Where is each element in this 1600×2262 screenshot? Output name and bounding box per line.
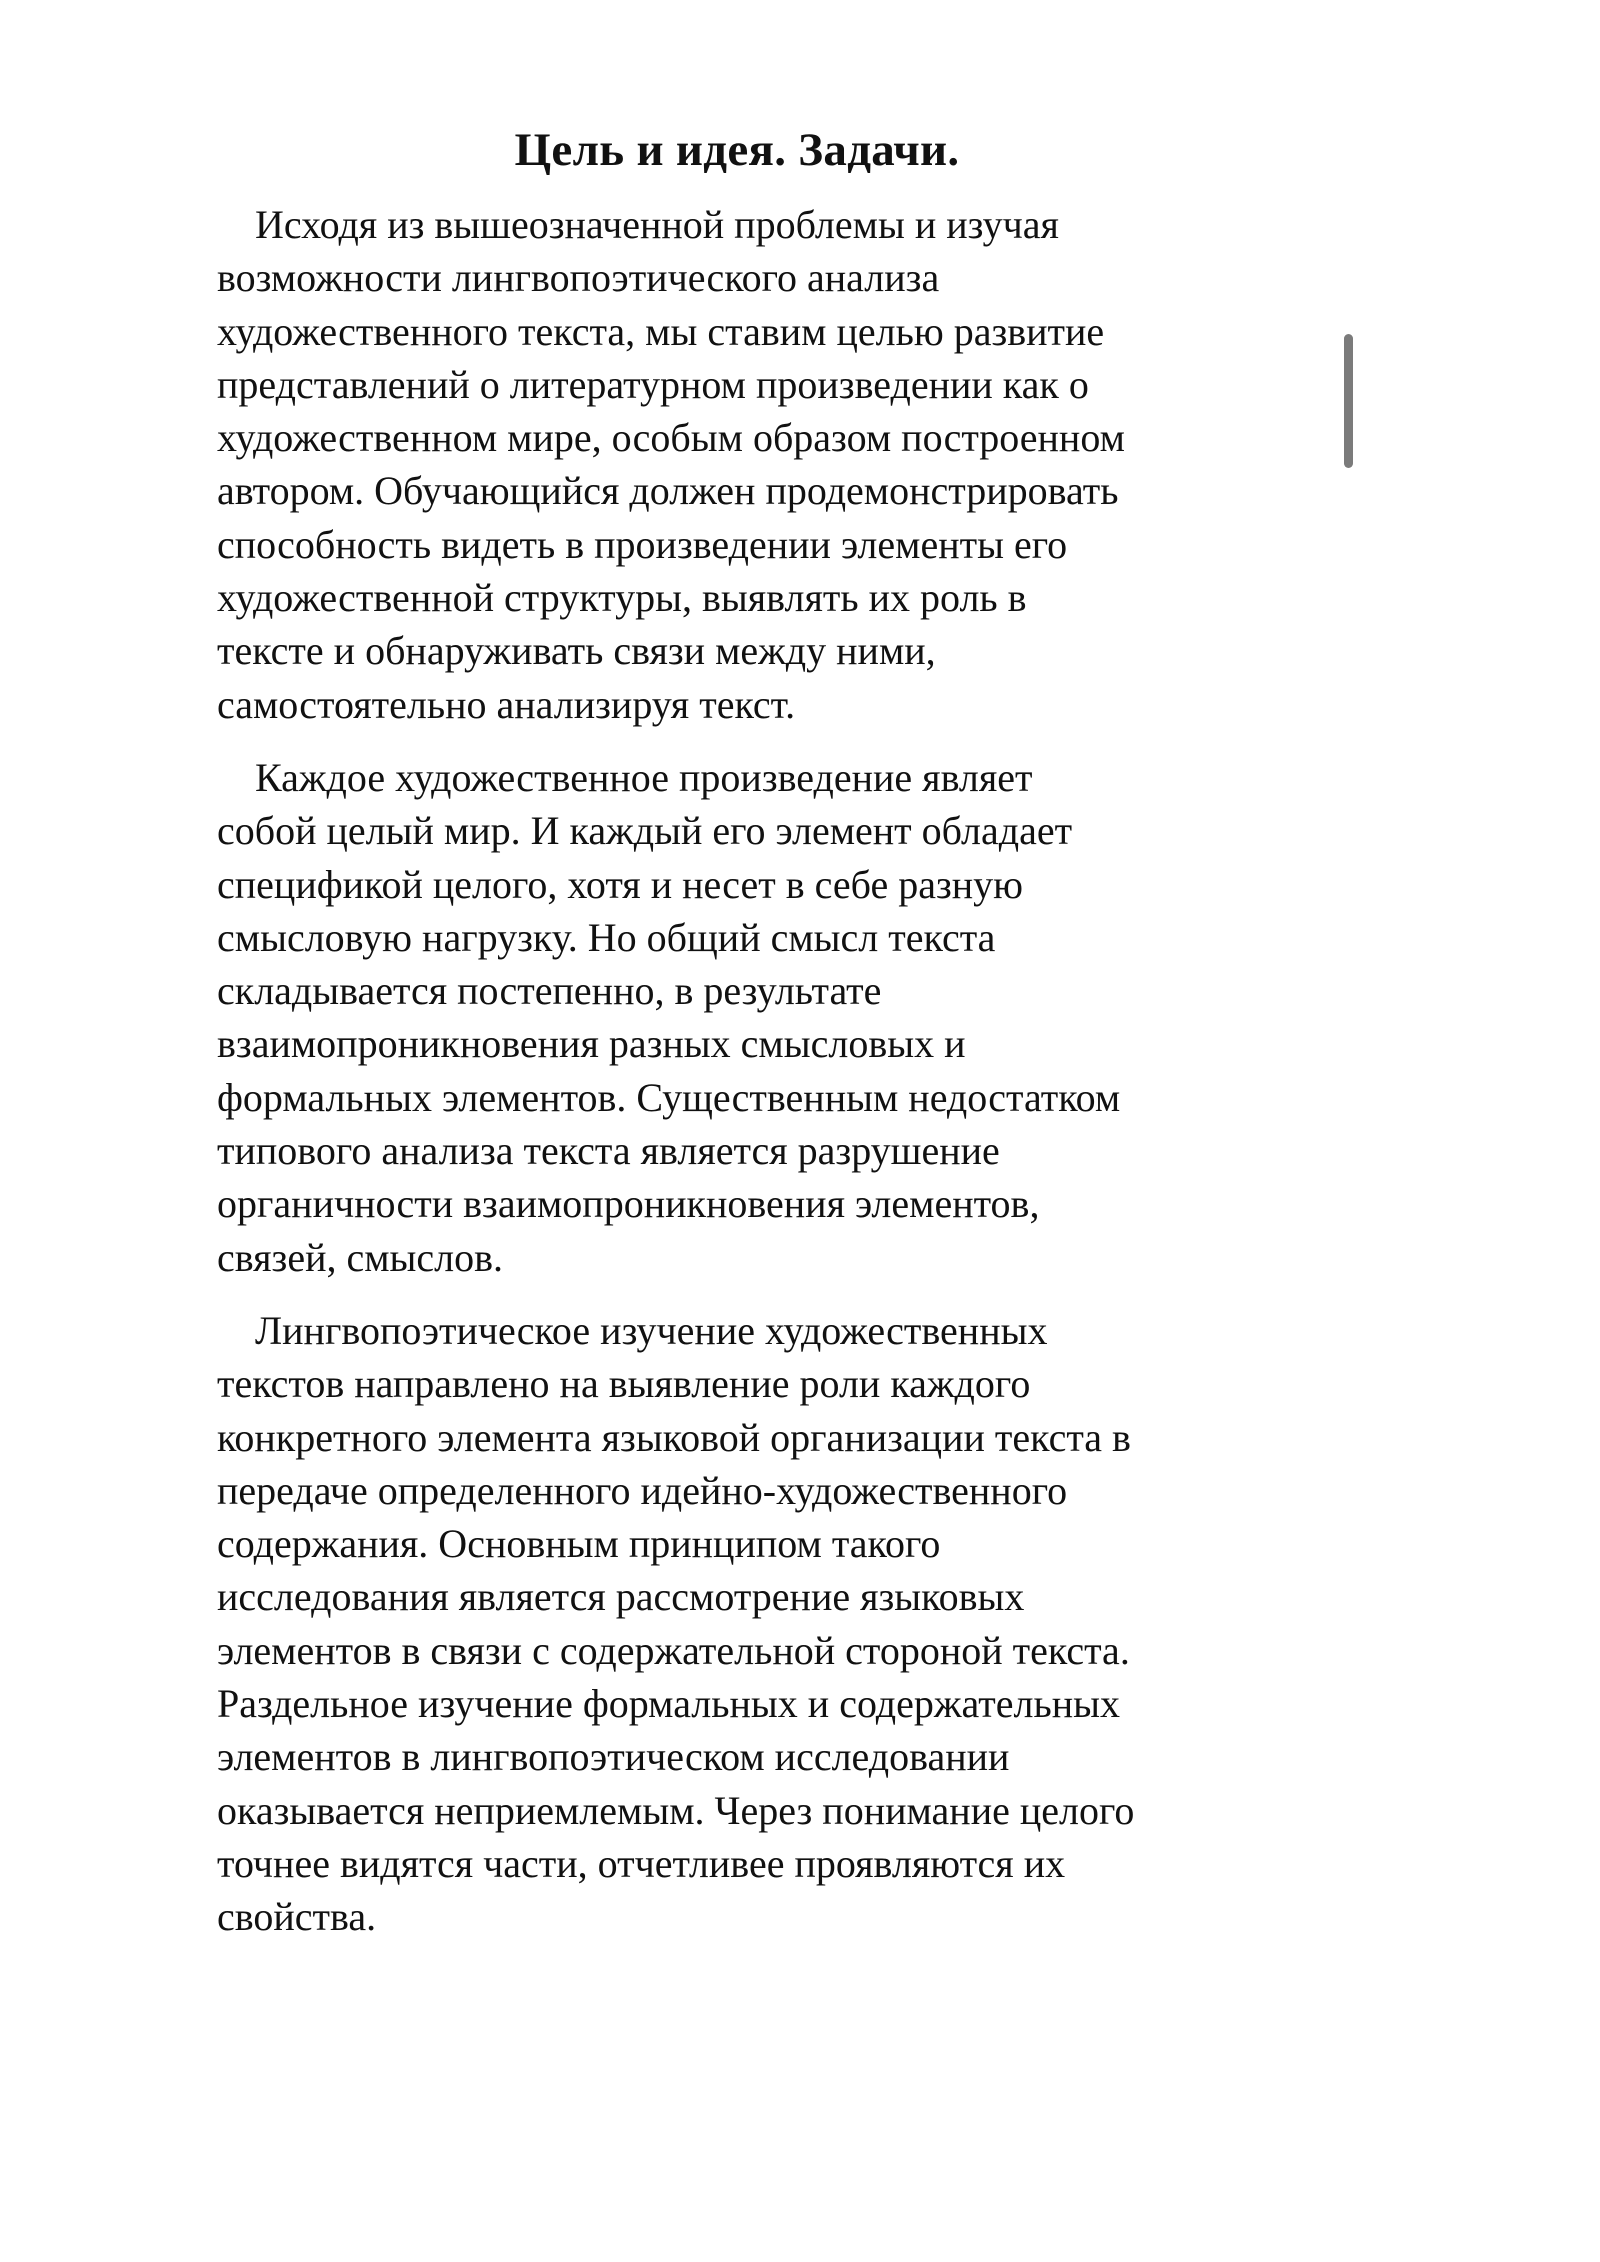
text-line: оказывается неприемлемым. Через понимание целого <box>217 1787 1135 1833</box>
text-line: исследования является рассмотрение языковых <box>217 1574 1025 1620</box>
text-line: возможности лингвопоэтического анализа <box>217 255 940 301</box>
text-line: передаче определенного идейно-художественного <box>217 1467 1068 1513</box>
paragraph-3 <box>217 1304 1257 1944</box>
text-line: складывается постепенно, в результате <box>217 968 882 1014</box>
text-line: органичности взаимопроникновения элементов, <box>217 1181 1040 1227</box>
text-line: Лингвопоэтическое изучение художественных <box>255 1307 1048 1353</box>
text-line: взаимопроникновения разных смысловых и <box>217 1021 966 1067</box>
text-line: точнее видятся части, отчетливее проявляются их <box>217 1840 1066 1886</box>
text-line: Раздельное изучение формальных и содержательных <box>217 1681 1120 1727</box>
text-line: типового анализа текста является разрушение <box>217 1128 1000 1174</box>
text-line: представлений о литературном произведении как о <box>217 361 1089 407</box>
text-line: Каждое художественное произведение являет <box>255 754 1033 800</box>
text-line: художественном мире, особым образом построенном <box>217 415 1125 461</box>
text-line: текстов направлено на выявление роли каждого <box>217 1361 1031 1407</box>
text-line: смысловую нагрузку. Но общий смысл текста <box>217 914 996 960</box>
text-line: Исходя из вышеозначенной проблемы и изучая <box>255 202 1059 247</box>
text-line: формальных элементов. Существенным недостатком <box>217 1074 1121 1120</box>
text-line: способность видеть в произведении элементы его <box>217 521 1068 567</box>
document-page <box>217 120 1257 1964</box>
scrollbar-thumb[interactable] <box>1344 334 1353 468</box>
page-title: Цель и идея. Задачи. <box>514 124 960 176</box>
text-line: связей, смыслов. <box>217 1234 504 1280</box>
text-line: свойства. <box>217 1894 377 1940</box>
paragraph-1 <box>217 198 1257 731</box>
text-line: конкретного элемента языковой организации текста в <box>217 1414 1131 1460</box>
text-line: художественного текста, мы ставим целью развитие <box>217 308 1105 354</box>
text-line: собой целый мир. И каждый его элемент обладает <box>217 808 1073 854</box>
text-line: спецификой целого, хотя и несет в себе разную <box>217 861 1024 907</box>
text-line: содержания. Основным принципом такого <box>217 1521 941 1567</box>
text-line: тексте и обнаруживать связи между ними, <box>217 628 936 674</box>
text-line: самостоятельно анализируя текст. <box>217 681 796 727</box>
text-line: элементов в лингвопоэтическом исследовании <box>217 1734 1010 1780</box>
text-line: художественной структуры, выявлять их роль в <box>217 575 1027 621</box>
text-line: автором. Обучающийся должен продемонстрировать <box>217 468 1119 514</box>
paragraph-2 <box>217 751 1257 1284</box>
text-line: элементов в связи с содержательной стороной текста. <box>217 1627 1130 1673</box>
